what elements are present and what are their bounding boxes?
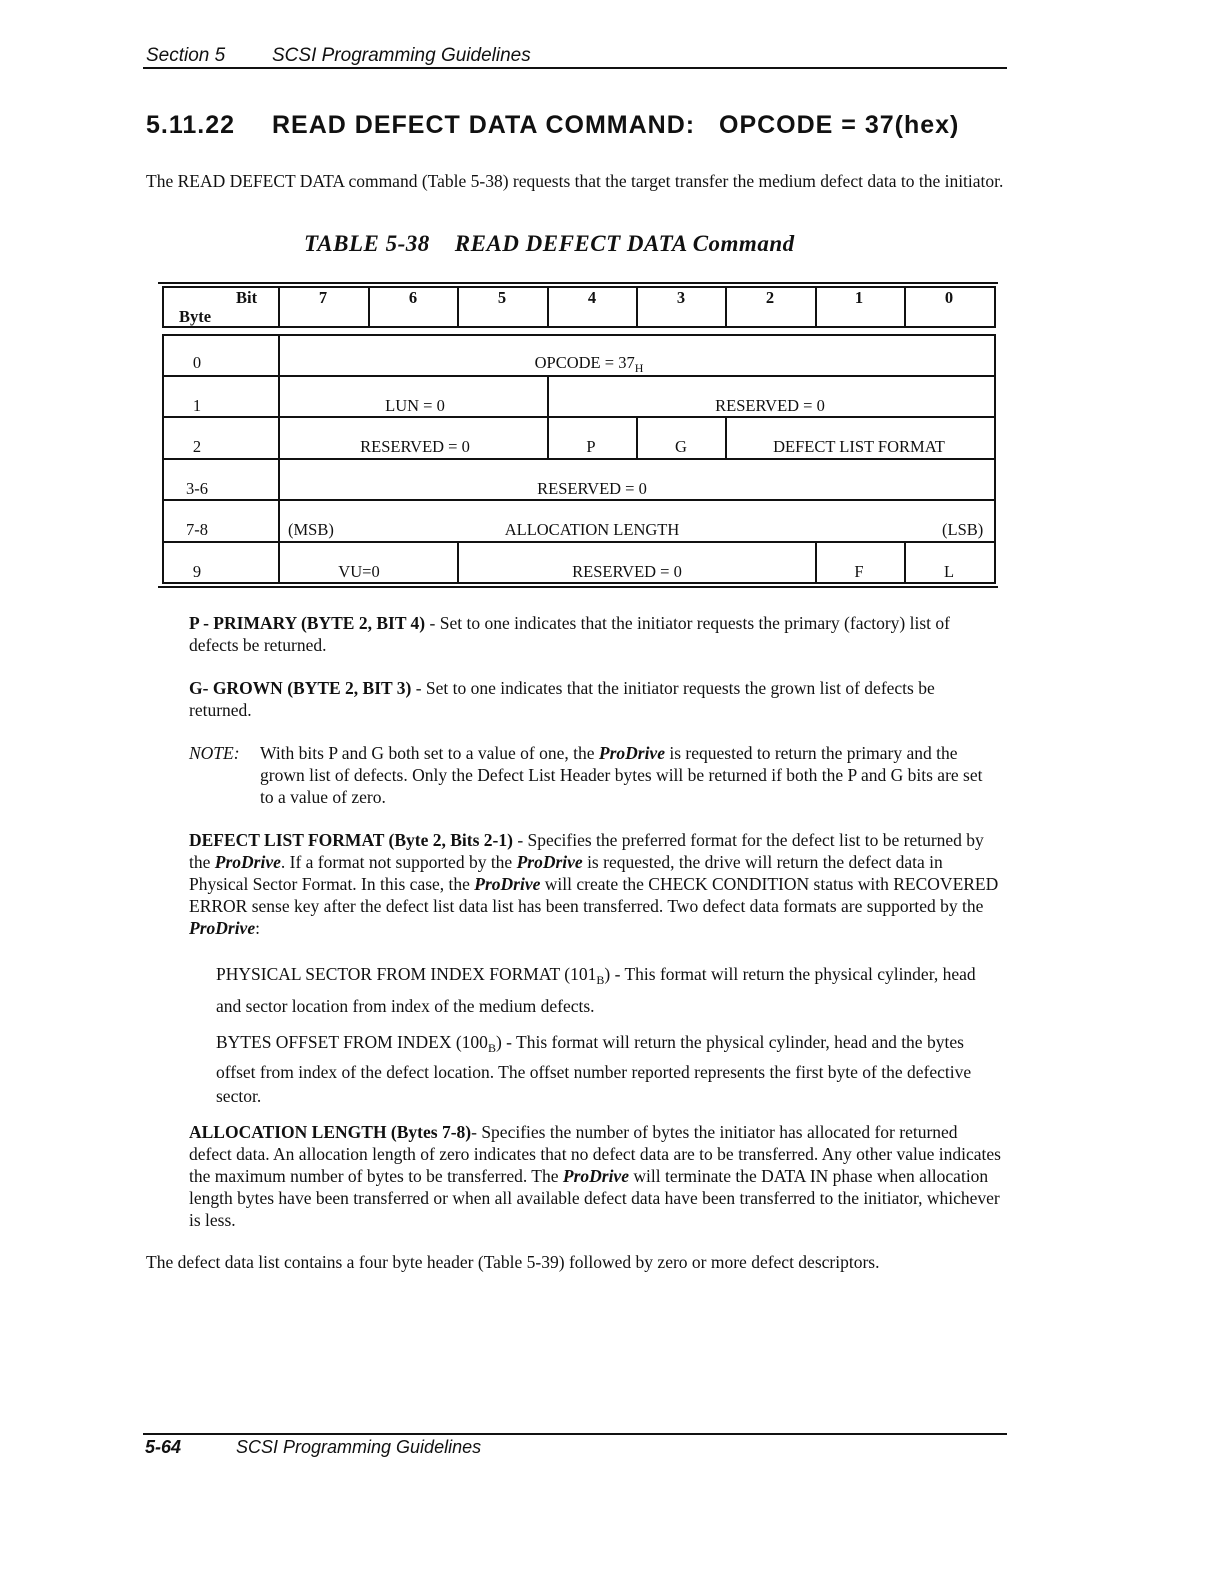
physical-rest: ) - This format will return the physical cylinder, head and sector location from index of the medium defects. [216,964,976,1016]
intro-paragraph: The READ DEFECT DATA command (Table 5-38) requests that the target transfer the medium defect data to the initiator. [146,171,1004,191]
dlf-t4: will create the CHECK CONDITION status with RECOVERED ERROR sense key after the defect list data list has been transferred. Two defect data formats are supported by the [189,874,999,916]
dlf-product-2: ProDrive [516,852,583,872]
physical-lead: PHYSICAL SECTOR FROM INDEX FORMAT (101 [216,964,597,984]
row2-format: DEFECT LIST FORMAT [773,437,945,456]
closing-paragraph: The defect data list contains a four byte header (Table 5-39) followed by zero or more defect descriptors. [146,1252,880,1272]
dlf-t5: : [255,918,260,938]
dlf-product-4: ProDrive [189,918,256,938]
bit-label-3: 3 [676,288,686,307]
bit-label-1: 1 [854,288,864,307]
row0-byte: 0 [192,353,202,372]
row2-byte: 2 [192,437,202,456]
bytes-offset-rest: ) - This format will return the physical cylinder, head and the bytes offset from index of the defect location. The offset number reported represents the first byte of the defective sector. [216,1032,972,1106]
bytes-offset-lead: BYTES OFFSET FROM INDEX (100 [216,1032,488,1052]
section-title: READ DEFECT DATA COMMAND: [272,111,696,139]
row2-byte-cell [162,416,280,460]
bytes-offset-sub: B [487,1041,496,1055]
footer-rule [143,1433,1007,1435]
alloc-paragraph [189,1121,1004,1231]
row0-opcode [535,353,644,376]
dlf-term: DEFECT LIST FORMAT (Byte 2, Bits 2-1) [189,830,513,850]
row5-byte: 9 [192,562,202,581]
dlf-t2: . If a format not supported by the [280,852,517,872]
row5-f: F [854,562,864,581]
row2-p: P [586,437,596,456]
row0-opcode-sub: H [634,361,644,375]
g-field-term: G- GROWN (BYTE 2, BIT 3) [189,678,412,698]
section-number: 5.11.22 [146,111,236,139]
bytes-offset-paragraph [216,1030,996,1108]
row5-l: L [943,562,955,581]
row1-reserved: RESERVED = 0 [715,396,825,415]
corner-byte: Byte [179,307,212,326]
alloc-t2: will terminate the DATA IN phase when allocation length bytes have been transferred or when all available defect data have been transferred to the initiator, whichever is less. [189,1166,1000,1230]
footer-page-number: 5-64 [145,1437,182,1457]
bit-label-2: 2 [765,288,775,307]
p-field-text: - Set to one indicates that the initiator requests the primary (factory) list of defects be returned. [189,613,950,655]
g-field-text: - Set to one indicates that the initiator requests the grown list of defects be returned. [189,678,935,720]
dlf-paragraph [189,829,999,939]
row1-byte: 1 [192,396,202,415]
p-field-paragraph [189,612,994,656]
note-label: NOTE: [189,743,240,763]
dlf-t3: is requested, the drive will return the defect data in Physical Sector Format. In this case, the [189,852,943,894]
corner-bit: Bit [236,288,258,307]
header-title: SCSI Programming Guidelines [272,45,531,66]
row2-reserved: RESERVED = 0 [360,437,470,456]
table-bottom-rule [158,586,998,588]
row5-reserved: RESERVED = 0 [572,562,682,581]
alloc-t1: - Specifies the number of bytes the initiator has allocated for returned defect data. An allocation length of zero indicates that no defect data are to be transferred. Any other value indicates the maximum number of bytes to be transferred. The [189,1122,1001,1186]
bit-label-7: 7 [318,288,328,307]
alloc-product: ProDrive [562,1166,629,1186]
header-rule [143,67,1007,69]
bit-label-0: 0 [944,288,954,307]
row3-reserved: RESERVED = 0 [537,479,647,498]
bit-label-4: 4 [587,288,597,307]
note-text1: With bits P and G both set to a value of one, the [260,743,599,763]
row2-g: G [675,437,687,456]
g-field-paragraph [189,677,994,721]
section-opcode: OPCODE = 37(hex) [719,111,960,139]
note-product: ProDrive [598,743,665,763]
p-field-term: P - PRIMARY (BYTE 2, BIT 4) [189,613,426,633]
footer-title: SCSI Programming Guidelines [236,1437,482,1457]
physical-sub: B [596,973,605,987]
header-section: Section 5 [146,45,226,66]
physical-format-paragraph [216,961,996,1019]
bit-label-5: 5 [497,288,507,307]
row4-byte: 7-8 [186,520,208,539]
row3-byte-cell [162,458,280,501]
dlf-product-3: ProDrive [474,874,541,894]
row4-lsb: (LSB) [942,520,984,539]
note-paragraph [260,742,995,808]
bit-label-6: 6 [408,288,418,307]
row4-byte-cell [162,499,280,543]
row4-alloc: ALLOCATION LENGTH [504,520,680,539]
row5-vu: VU=0 [338,562,380,581]
dlf-product-1: ProDrive [214,852,281,872]
table-top-rule [158,282,998,284]
row3-byte: 3-6 [186,479,208,498]
row1-lun: LUN = 0 [385,396,445,415]
row0-opcode-main: OPCODE = 37 [534,353,635,372]
note-text2: is requested to return the primary and the grown list of defects. Only the Defect List Header bytes will be returned if both the P and G bits are set to a value of zero. [260,743,983,807]
dlf-t1: - Specifies the preferred format for the defect list to be returned by the [189,830,984,872]
row0-byte-cell [162,334,280,377]
alloc-term: ALLOCATION LENGTH (Bytes 7-8) [189,1122,472,1142]
row5-byte-cell [162,541,280,584]
row4-msb: (MSB) [288,520,334,539]
table-caption: TABLE 5-38 READ DEFECT DATA Command [304,231,795,256]
row1-byte-cell [162,375,280,418]
